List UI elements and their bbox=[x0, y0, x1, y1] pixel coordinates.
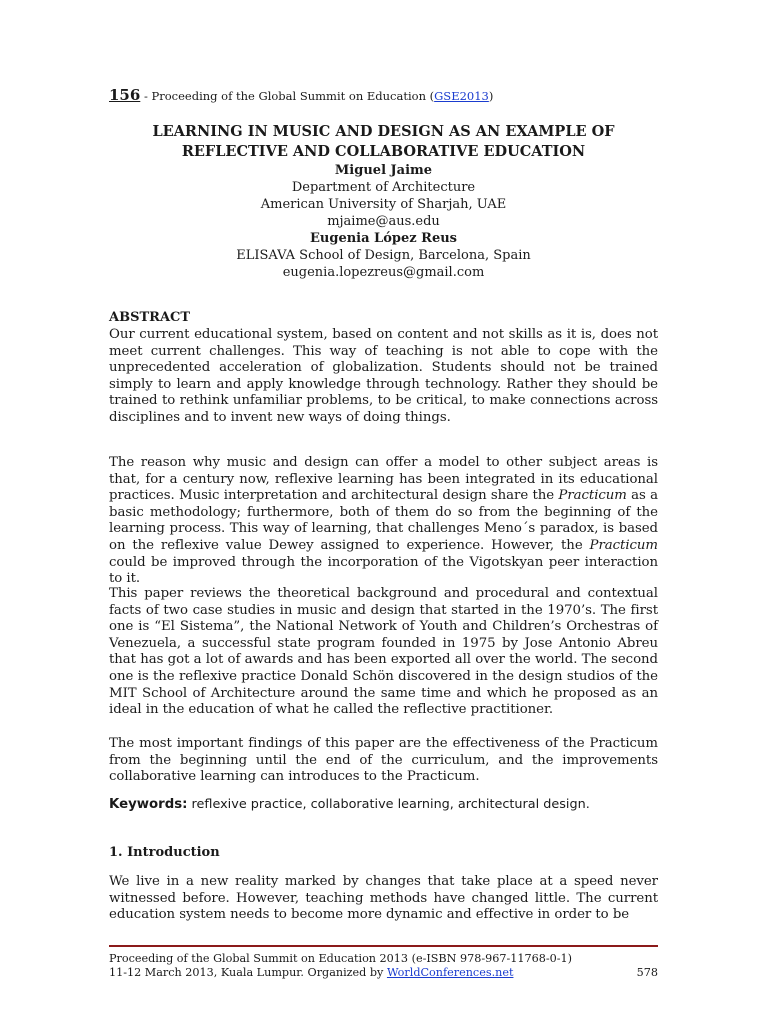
abstract-p2-part-c: could be improved through the incorporation of the Vigotskyan peer interaction to it. bbox=[109, 554, 658, 587]
author-2-email: eugenia.lopezreus@gmail.com bbox=[282, 265, 485, 280]
paper-title-line2: REFLECTIVE AND COLLABORATIVE EDUCATION bbox=[181, 143, 586, 160]
paper-title-line1: LEARNING IN MUSIC AND DESIGN AS AN EXAMPLE OF bbox=[152, 123, 615, 140]
abstract-paragraph-2 bbox=[109, 455, 658, 588]
footer-line-2-text: 11-12 March 2013, Kuala Lumpur. Organized by bbox=[109, 966, 387, 979]
footer-line-2 bbox=[109, 966, 658, 980]
keywords-line bbox=[109, 797, 590, 812]
practicum-term-1: Practicum bbox=[558, 488, 627, 504]
abstract-paragraph-3: This paper reviews the theoretical background and procedural and contextual facts of two case studies in music and design that started in the 1970’s. The first one is “El Sistema”, the National Network of Youth and Children’s Orchestras of Venezuela, a successful state program founded in 1975 by Jose Antonio Abreu that has got a lot of awards and has been exported all over the world. The second one is the reflexive practice Donald Schön discovered in the design studios of the MIT School of Architecture around the same time and which he proposed as an ideal in the education of what he called the reflective practitioner. bbox=[109, 586, 658, 718]
introduction-heading: 1. Introduction bbox=[109, 845, 220, 860]
practicum-term-2: Practicum bbox=[589, 537, 658, 553]
keywords-text: reflexive practice, collaborative learning, architectural design. bbox=[187, 797, 590, 812]
author-2-institution: ELISAVA School of Design, Barcelona, Spain bbox=[236, 248, 531, 263]
keywords-label: Keywords: bbox=[109, 797, 188, 812]
header-page-number: 156 bbox=[109, 86, 141, 104]
author-1-name: Miguel Jaime bbox=[334, 163, 433, 178]
footer-link-worldconferences[interactable]: WorldConferences.net bbox=[386, 966, 514, 979]
title-block bbox=[109, 122, 658, 281]
footer-page-number: 578 bbox=[636, 966, 658, 979]
abstract-paragraph-4: The most important findings of this paper are the effectiveness of the Practicum from the beginning until the end of the curriculum, and the improvements collaborative learning can introduces to the Practicum. bbox=[109, 736, 658, 785]
running-header bbox=[109, 86, 493, 104]
abstract-p2-part-b: as a basic methodology; furthermore, both of them do so from the beginning of the learning process. This way of learning, that challenges Meno´s paradox, is based on the reflexive value Dewey assigned to experience. However, the bbox=[109, 488, 659, 553]
footer-line-1: Proceeding of the Global Summit on Education 2013 (e-ISBN 978-967-11768-0-1) bbox=[109, 952, 573, 965]
author-1-department: Department of Architecture bbox=[291, 180, 476, 195]
footer-divider bbox=[109, 945, 658, 947]
header-text: - Proceeding of the Global Summit on Education ( bbox=[140, 89, 435, 103]
author-1-institution: American University of Sharjah, UAE bbox=[260, 197, 507, 212]
author-1-email: mjaime@aus.edu bbox=[327, 214, 440, 229]
header-link-gse2013[interactable]: GSE2013 bbox=[434, 89, 489, 103]
abstract-heading: ABSTRACT bbox=[109, 310, 191, 325]
author-2-name: Eugenia López Reus bbox=[310, 231, 457, 246]
header-close: ) bbox=[488, 89, 494, 103]
introduction-paragraph-1: We live in a new reality marked by changes that take place at a speed never witnessed before. However, teaching methods have changed little. The current education system needs to become more dynamic and effective in order to be bbox=[109, 874, 658, 923]
abstract-paragraph-1: Our current educational system, based on content and not skills as it is, does not meet current challenges. This way of teaching is not able to cope with the unprecedented acceleration of globalization. Students should not be trained simply to learn and apply knowledge through technology. Rather they should be trained to rethink unfamiliar problems, to be critical, to make connections across disciplines and to invent new ways of doing things. bbox=[109, 327, 658, 425]
page-footer bbox=[109, 952, 658, 980]
footer-organizer bbox=[109, 966, 513, 980]
abstract-p2-part-a: The reason why music and design can offer a model to other subject areas is that, for a century now, reflexive learning has been integrated in its educational practices. Music interpretation and architectural design share the bbox=[109, 455, 658, 504]
